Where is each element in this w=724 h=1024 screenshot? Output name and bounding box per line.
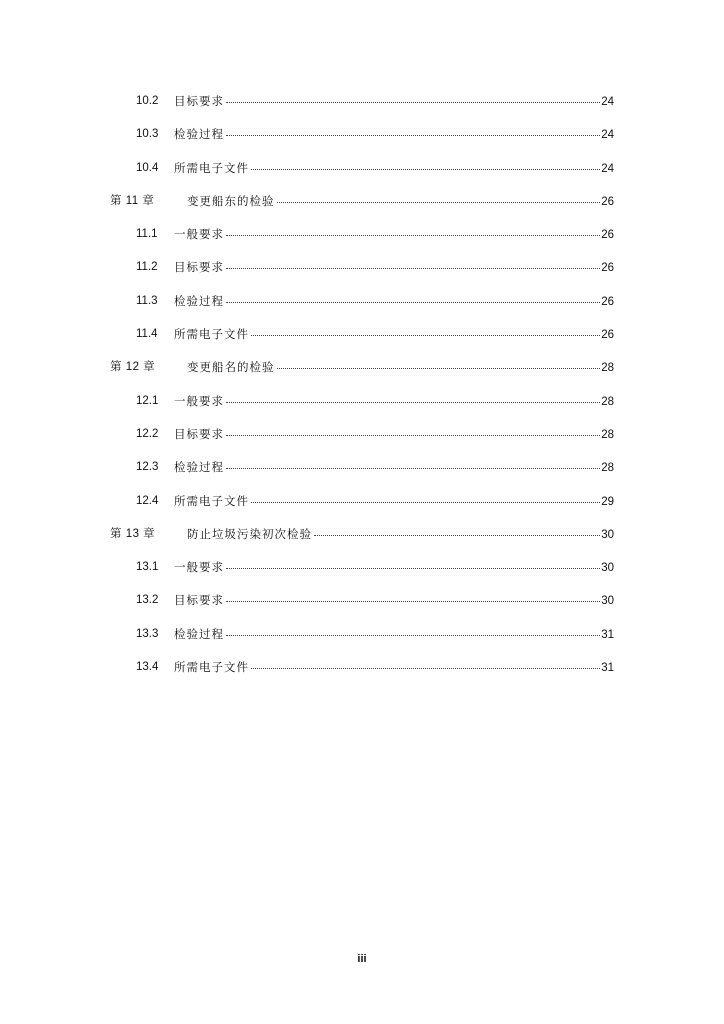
toc-entry-page: 28 [601,462,614,475]
toc-entry-number: 13.1 [136,561,159,574]
toc-entry-title: 检验过程 [174,626,224,641]
toc-entry-line [174,590,614,611]
toc-entry-number: 第 12 章 [110,361,156,374]
toc-entry-line [174,491,614,512]
toc-section-entry[interactable] [0,624,724,657]
toc-section-entry[interactable] [0,224,724,257]
toc-entry-number: 13.3 [136,627,159,640]
dot-leader [226,556,600,569]
toc-entry-line [174,457,614,478]
toc-entry-title: 一般要求 [174,393,224,408]
toc-entry-page: 26 [601,262,614,275]
toc-entry-number: 第 13 章 [110,527,156,540]
toc-entry-title: 目标要求 [174,94,224,108]
toc-entry-title: 所需电子文件 [174,660,249,675]
toc-entry-page: 30 [601,562,614,575]
toc-entry-number: 12.3 [136,461,159,474]
toc-entry-line [174,557,614,578]
toc-entry-line [174,124,614,145]
toc-entry-line [174,91,614,112]
table-of-contents [0,91,724,690]
toc-entry-number: 11.2 [136,261,158,274]
dot-leader [314,523,600,536]
toc-entry-page: 24 [601,96,614,108]
dot-leader [226,456,600,469]
dot-leader [251,157,600,170]
toc-entry-line [187,524,614,545]
toc-entry-title: 目标要求 [174,426,224,441]
dot-leader [251,490,600,503]
toc-section-entry[interactable] [0,557,724,590]
dot-leader [226,423,600,436]
toc-entry-page: 31 [601,628,614,641]
toc-entry-title: 所需电子文件 [174,327,249,342]
dot-leader [226,90,600,103]
toc-entry-number: 13.2 [136,594,159,607]
toc-entry-page: 26 [601,195,614,208]
toc-entry-number: 第 11 章 [110,194,155,207]
dot-leader [226,589,600,602]
toc-entry-page: 31 [601,662,614,675]
dot-leader [277,356,601,369]
toc-entry-page: 26 [601,295,614,308]
toc-entry-title: 目标要求 [174,593,224,608]
toc-section-entry[interactable] [0,590,724,623]
toc-section-entry[interactable] [0,391,724,424]
toc-entry-number: 13.4 [136,661,159,674]
dot-leader [226,623,600,636]
toc-entry-number: 10.2 [136,95,159,107]
dot-leader [226,223,600,236]
toc-chapter-entry[interactable] [0,191,724,224]
toc-section-entry[interactable] [0,457,724,490]
toc-entry-line [174,224,614,245]
toc-entry-title: 一般要求 [174,227,224,242]
toc-entry-number: 11.4 [136,328,158,341]
toc-entry-number: 12.2 [136,427,159,440]
toc-entry-page: 24 [601,129,614,142]
toc-entry-page: 26 [601,229,614,242]
toc-entry-title: 变更船东的检验 [187,193,275,208]
toc-entry-line [174,324,614,345]
dot-leader [226,256,600,269]
toc-entry-page: 28 [601,395,614,408]
toc-entry-line [187,191,614,212]
toc-chapter-entry[interactable] [0,524,724,557]
toc-entry-line [174,657,614,678]
toc-section-entry[interactable] [0,91,724,124]
toc-entry-title: 变更船名的检验 [187,360,275,375]
dot-leader [277,190,601,203]
toc-section-entry[interactable] [0,124,724,157]
toc-entry-page: 28 [601,428,614,441]
toc-entry-page: 29 [601,495,614,508]
dot-leader [226,390,600,403]
toc-section-entry[interactable] [0,491,724,524]
toc-section-entry[interactable] [0,324,724,357]
toc-entry-page: 30 [601,595,614,608]
toc-chapter-entry[interactable] [0,357,724,390]
toc-entry-title: 防止垃圾污染初次检验 [187,526,312,541]
toc-entry-number: 12.1 [136,394,159,407]
dot-leader [226,290,600,303]
dot-leader [226,123,600,136]
toc-entry-title: 检验过程 [174,293,224,308]
toc-entry-number: 11.1 [136,228,158,241]
toc-entry-page: 30 [601,528,614,541]
toc-entry-title: 检验过程 [174,127,224,142]
toc-entry-title: 目标要求 [174,260,224,275]
toc-entry-line [174,158,614,179]
toc-entry-line [174,424,614,445]
toc-entry-number: 10.3 [136,128,159,141]
toc-entry-title: 检验过程 [174,460,224,475]
dot-leader [251,323,600,336]
toc-section-entry[interactable] [0,291,724,324]
toc-entry-title: 所需电子文件 [174,160,249,175]
toc-section-entry[interactable] [0,424,724,457]
toc-entry-page: 26 [601,329,614,342]
toc-entry-line [174,391,614,412]
toc-entry-line [187,357,614,378]
toc-entry-line [174,291,614,312]
toc-entry-number: 12.4 [136,494,159,507]
page-number: iii [357,953,367,965]
toc-section-entry[interactable] [0,257,724,290]
toc-entry-title: 一般要求 [174,560,224,575]
toc-entry-page: 28 [601,362,614,375]
toc-entry-number: 11.3 [136,294,158,307]
toc-entry-page: 24 [601,162,614,175]
toc-section-entry[interactable] [0,158,724,191]
toc-entry-line [174,257,614,278]
toc-entry-line [174,624,614,645]
toc-entry-title: 所需电子文件 [174,493,249,508]
toc-entry-number: 10.4 [136,161,159,174]
toc-section-entry[interactable] [0,657,724,690]
dot-leader [251,656,600,669]
